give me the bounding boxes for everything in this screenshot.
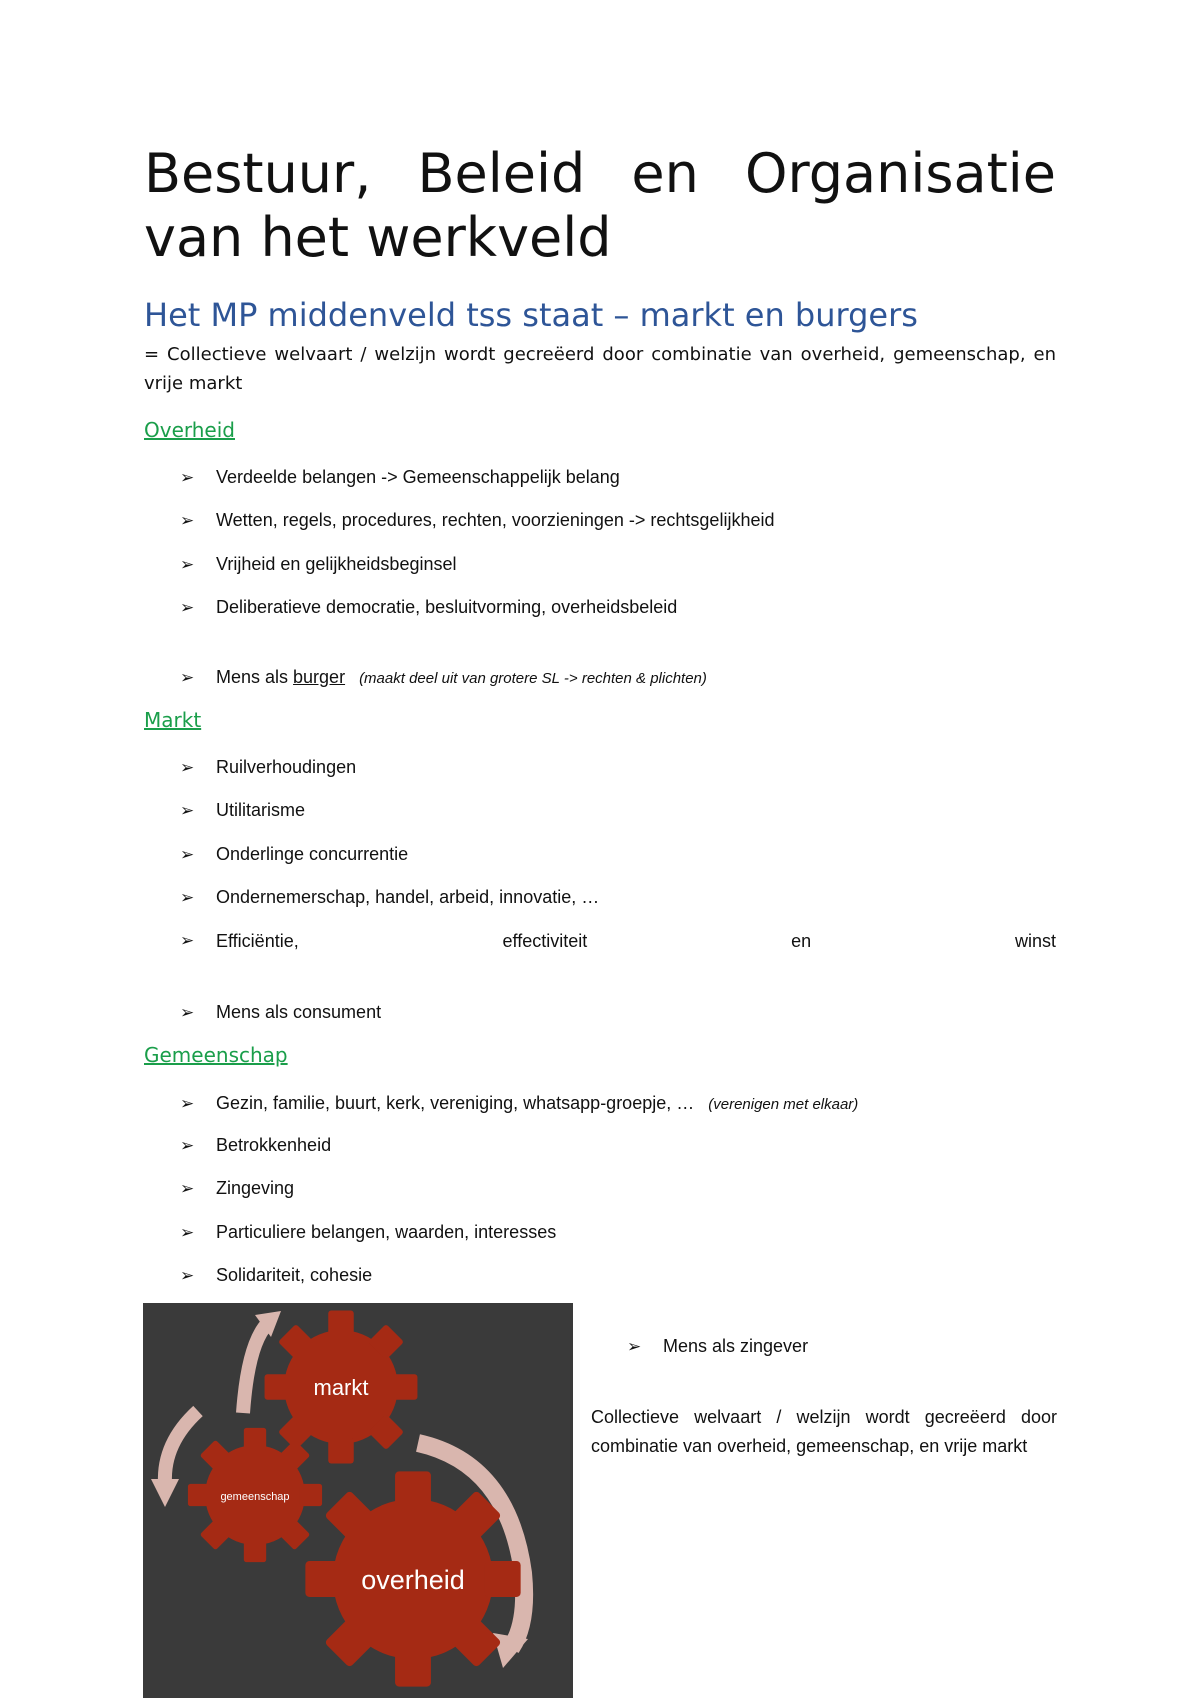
section-subtitle: Het MP middenveld tss staat – markt en burgers (144, 296, 918, 334)
title-word: en (631, 142, 699, 205)
gear-diagram-svg (143, 1303, 573, 1698)
arrow-bullet-icon: ➢ (180, 468, 195, 488)
arrow-bullet-icon: ➢ (180, 668, 195, 688)
note: (maakt deel uit van grotere SL -> rechten & plichten) (359, 670, 707, 687)
list-item: ➢ Utilitarisme (180, 800, 306, 821)
cycle-arrow (243, 1323, 268, 1413)
arrow-bullet-icon: ➢ (180, 1136, 195, 1156)
arrow-bullet-icon: ➢ (180, 1266, 195, 1286)
title-line-2: van het werkveld (144, 206, 612, 269)
list-item: ➢ Vrijheid en gelijkheidsbeginsel (180, 554, 457, 575)
underlined-word: burger (293, 667, 346, 687)
list-item: ➢ Solidariteit, cohesie (180, 1265, 373, 1286)
arrow-bullet-icon: ➢ (627, 1337, 642, 1357)
arrow-bullet-icon: ➢ (180, 1179, 195, 1199)
arrow-bullet-icon: ➢ (180, 845, 195, 865)
cycle-arrow-head (151, 1479, 179, 1507)
gear-diagram (143, 1303, 573, 1698)
page-title (144, 142, 1056, 270)
list-item: ➢ Zingeving (180, 1178, 295, 1199)
list-item: ➢ Particuliere belangen, waarden, interesses (180, 1222, 557, 1243)
list-item: ➢ Ondernemerschap, handel, arbeid, innovatie, … (180, 887, 600, 908)
heading-markt: Markt (144, 708, 202, 732)
list-item: ➢ Mens als consument (180, 1002, 382, 1023)
cycle-arrow-head (493, 1633, 528, 1668)
intro-text: = Collectieve welvaart / welzijn wordt gecreëerd door combinatie van overheid, gemeenschap, en vrije markt (144, 344, 1056, 394)
closing-text: Collectieve welvaart / welzijn wordt gecreëerd door combinatie van overheid, gemeenschap, en vrije markt (591, 1407, 1057, 1456)
heading-gemeenschap: Gemeenschap (144, 1043, 288, 1067)
arrow-bullet-icon: ➢ (180, 555, 195, 575)
list-item: ➢ Deliberatieve democratie, besluitvorming, overheidsbeleid (180, 597, 678, 618)
list-item: ➢ Ruilverhoudingen (180, 757, 357, 778)
title-word: Bestuur, (144, 142, 372, 205)
list-item: ➢ Verdeelde belangen -> Gemeenschappelijk belang (180, 467, 620, 488)
title-word: Beleid (417, 142, 586, 205)
arrow-bullet-icon: ➢ (180, 758, 195, 778)
heading-overheid: Overheid (144, 418, 235, 442)
gear-label-gemeenschap: gemeenschap (220, 1491, 290, 1503)
arrow-bullet-icon: ➢ (180, 1223, 195, 1243)
list-item: ➢ Efficiëntie, effectiviteit en winst (180, 931, 1056, 951)
note: (verenigen met elkaar) (708, 1096, 859, 1113)
list-item: ➢ Wetten, regels, procedures, rechten, voorzieningen -> rechtsgelijkheid (180, 510, 775, 531)
list-item: ➢ Mens als zingever (627, 1336, 809, 1357)
title-word: Organisatie (745, 142, 1056, 205)
arrow-bullet-icon: ➢ (180, 598, 195, 618)
arrow-bullet-icon: ➢ (180, 931, 195, 951)
arrow-bullet-icon: ➢ (180, 1094, 195, 1114)
arrow-bullet-icon: ➢ (180, 511, 195, 531)
cycle-arrow (165, 1411, 198, 1483)
arrow-bullet-icon: ➢ (180, 1003, 195, 1023)
arrow-bullet-icon: ➢ (180, 888, 195, 908)
list-item: ➢ Onderlinge concurrentie (180, 844, 409, 865)
gear-label-markt: markt (313, 1375, 369, 1400)
list-item: ➢ Betrokkenheid (180, 1135, 332, 1156)
list-item: ➢ Gezin, familie, buurt, kerk, vereniging, whatsapp-groepje, … (verenigen met elkaar) (180, 1093, 859, 1114)
arrow-bullet-icon: ➢ (180, 801, 195, 821)
list-item: ➢ Mens als burger (maakt deel uit van grotere SL -> rechten & plichten) (180, 667, 707, 688)
gear-label-overheid: overheid (361, 1565, 465, 1595)
